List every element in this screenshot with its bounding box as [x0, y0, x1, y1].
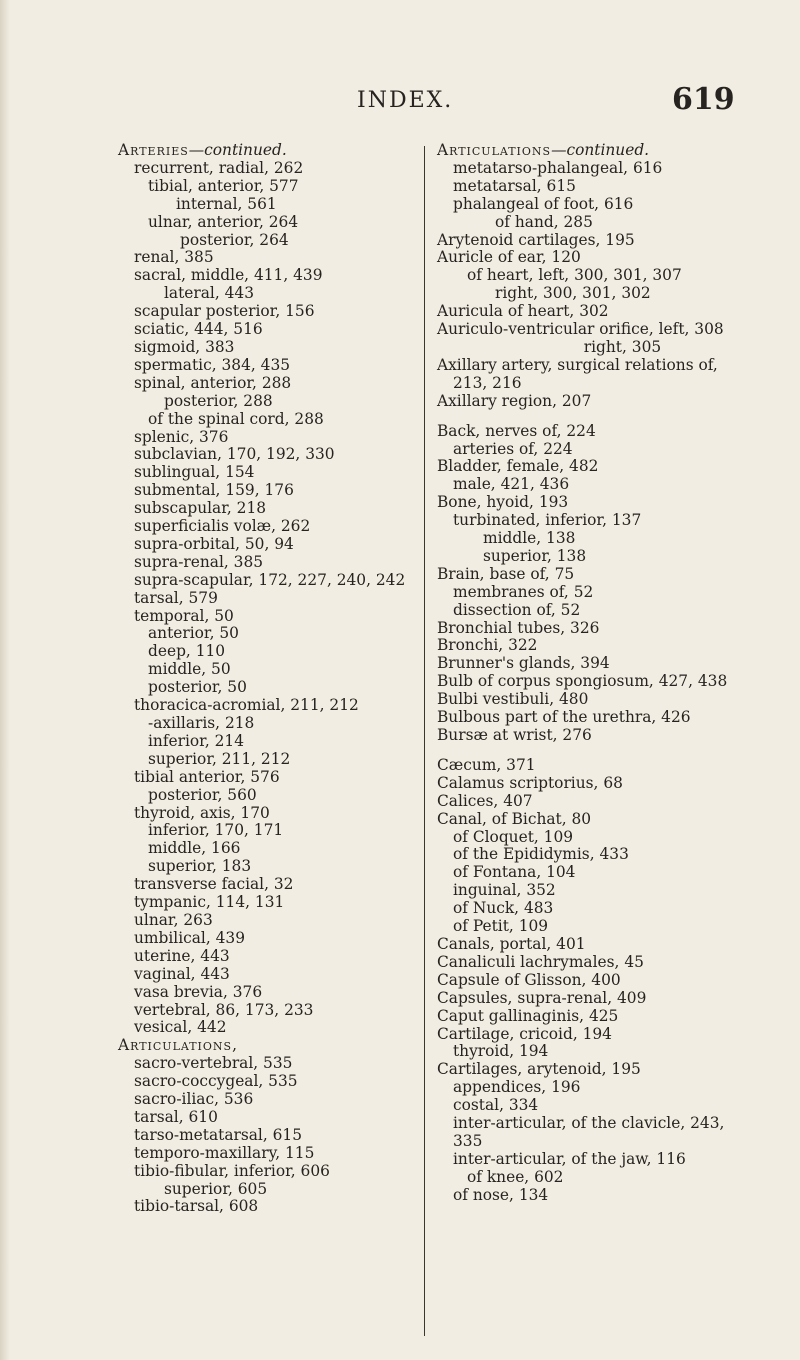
- index-entry: [118, 446, 405, 464]
- index-entry-text: 335: [453, 1131, 483, 1150]
- index-entry-text: phalangeal of foot, 616: [453, 194, 634, 213]
- index-entry-text: tibio-tarsal, 608: [134, 1197, 259, 1216]
- index-entry: [437, 793, 727, 811]
- index-entry: [118, 1002, 405, 1020]
- index-entry: [437, 232, 727, 250]
- index-entry: [437, 990, 727, 1008]
- index-entry-text: vertebral, 86, 173, 233: [134, 1000, 314, 1019]
- index-entry: [437, 900, 727, 918]
- index-entry-text: of knee, 602: [467, 1167, 564, 1186]
- index-entry: [118, 429, 405, 447]
- index-entry: [437, 303, 727, 321]
- index-entry-text: tarsal, 579: [134, 588, 218, 607]
- index-entry: [118, 375, 405, 393]
- index-entry-text: Capsule of Glisson, 400: [437, 970, 621, 989]
- index-entry-text: of hand, 285: [495, 212, 593, 231]
- index-entry: [118, 876, 405, 894]
- index-entry: [118, 232, 405, 250]
- index-entry-text: posterior, 288: [164, 391, 273, 410]
- index-entry: [437, 339, 727, 357]
- index-entry: [118, 751, 405, 769]
- index-entry-text: -axillaris, 218: [148, 714, 255, 732]
- index-entry: [437, 829, 727, 847]
- index-entry-text: ulnar, anterior, 264: [148, 212, 299, 231]
- index-entry-text: Bulbi vestibuli, 480: [437, 690, 589, 709]
- index-continued-label: —continued.: [188, 141, 287, 159]
- index-entry: [118, 1145, 405, 1163]
- index-entry: [437, 393, 727, 411]
- index-entry: [437, 1187, 727, 1205]
- index-entry-text: Auricle of ear, 120: [437, 248, 581, 267]
- index-entry-text: tibial, anterior, 577: [148, 176, 299, 195]
- index-entry-text: superior, 211, 212: [148, 749, 291, 768]
- index-entry-text: arteries of, 224: [453, 439, 573, 458]
- index-entry: [437, 530, 727, 548]
- index-entry-text: of Nuck, 483: [453, 899, 554, 918]
- index-entry-text: appendices, 196: [453, 1078, 581, 1097]
- index-entry: [118, 787, 405, 805]
- index-entry-text: tympanic, 114, 131: [134, 893, 285, 912]
- index-entry: [437, 811, 727, 829]
- index-entry-text: thyroid, 194: [453, 1042, 549, 1061]
- index-entry: [118, 500, 405, 518]
- index-entry: [118, 572, 405, 590]
- index-entry: [118, 357, 405, 375]
- index-entry: [437, 1061, 727, 1079]
- index-entry: [437, 458, 727, 476]
- index-entry: [437, 1043, 727, 1061]
- index-entry: [437, 972, 727, 990]
- index-entry-text: Articulations,: [118, 1036, 238, 1055]
- index-entry: [118, 590, 405, 608]
- index-entry: [437, 196, 727, 214]
- index-entry-text: transverse facial, 32: [134, 875, 294, 894]
- index-entry: [118, 894, 405, 912]
- index-entry: [437, 1169, 727, 1187]
- index-entry-text: Bursæ at wrist, 276: [437, 726, 592, 744]
- index-entry: [118, 733, 405, 751]
- index-entry: [437, 441, 727, 459]
- index-entry-text: Axillary region, 207: [437, 391, 592, 410]
- index-heading: [118, 1037, 405, 1055]
- index-entry: [437, 267, 727, 285]
- index-entry: [437, 673, 727, 691]
- index-entry: [118, 858, 405, 876]
- index-entry: [118, 196, 405, 214]
- index-entry-text: deep, 110: [148, 642, 226, 661]
- index-entry-text: temporo-maxillary, 115: [134, 1143, 315, 1162]
- index-entry-text: temporal, 50: [134, 606, 234, 625]
- page-title: INDEX.: [357, 88, 454, 113]
- index-entry: [437, 655, 727, 673]
- index-entry-text: sacral, middle, 411, 439: [134, 266, 323, 285]
- index-entry-text: tibio-fibular, inferior, 606: [134, 1161, 330, 1180]
- index-entry: [118, 1127, 405, 1145]
- index-entry: [118, 285, 405, 303]
- index-entry: [437, 512, 727, 530]
- index-entry: [437, 423, 727, 441]
- index-entry-text: sigmoid, 383: [134, 337, 235, 356]
- index-entry: [437, 321, 727, 339]
- index-entry-text: sacro-coccygeal, 535: [134, 1072, 298, 1091]
- index-heading: [118, 142, 405, 160]
- index-entry-text: uterine, 443: [134, 946, 230, 965]
- index-entry-text: middle, 166: [148, 839, 241, 858]
- index-entry: [437, 757, 727, 775]
- index-entry: [437, 1133, 727, 1151]
- index-entry-text: Bladder, female, 482: [437, 457, 599, 476]
- index-entry: [118, 608, 405, 626]
- index-entry: [118, 643, 405, 661]
- index-entry: [437, 566, 727, 584]
- index-entry-text: Articulations: [437, 141, 552, 159]
- index-entry-text: Canals, portal, 401: [437, 934, 586, 953]
- index-entry: [118, 214, 405, 232]
- index-entry-text: Canaliculi lachrymales, 45: [437, 952, 644, 971]
- index-entry-text: of Petit, 109: [453, 917, 549, 936]
- index-entry-text: right, 300, 301, 302: [495, 284, 651, 303]
- index-entry: [118, 536, 405, 554]
- index-entry: [118, 966, 405, 984]
- index-entry: [118, 679, 405, 697]
- index-entry: [118, 160, 405, 178]
- index-entry: [118, 1073, 405, 1091]
- index-entry: [437, 476, 727, 494]
- index-entry-text: 213, 216: [453, 373, 522, 392]
- index-entry-text: subclavian, 170, 192, 330: [134, 445, 335, 464]
- index-entry-text: Arytenoid cartilages, 195: [437, 230, 635, 249]
- index-entry-text: posterior, 50: [148, 678, 247, 697]
- index-entry-text: inter-articular, of the jaw, 116: [453, 1149, 686, 1168]
- index-entry: [437, 1008, 727, 1026]
- index-entry-text: sublingual, 154: [134, 463, 255, 482]
- index-entry-text: supra-orbital, 50, 94: [134, 534, 294, 553]
- index-entry: [437, 1151, 727, 1169]
- page-number: 619: [672, 82, 735, 117]
- index-entry-text: Bronchial tubes, 326: [437, 618, 600, 637]
- index-entry: [437, 160, 727, 178]
- index-entry: [437, 864, 727, 882]
- index-entry-text: spermatic, 384, 435: [134, 355, 291, 374]
- index-column-left: [118, 142, 405, 1216]
- index-entry-text: anterior, 50: [148, 624, 239, 643]
- index-entry: [437, 285, 727, 303]
- index-entry-text: ulnar, 263: [134, 910, 213, 929]
- index-entry-text: superior, 138: [483, 546, 587, 565]
- index-entry-text: tarso-metatarsal, 615: [134, 1125, 303, 1144]
- index-entry: [118, 840, 405, 858]
- index-entry: [118, 1091, 405, 1109]
- index-entry-text: sacro-iliac, 536: [134, 1090, 254, 1109]
- index-entry-text: Calamus scriptorius, 68: [437, 773, 623, 792]
- index-entry-text: internal, 561: [176, 194, 277, 213]
- index-entry-text: umbilical, 439: [134, 928, 246, 947]
- index-entry: [118, 321, 405, 339]
- index-entry: [118, 697, 405, 715]
- index-entry-text: Capsules, supra-renal, 409: [437, 988, 647, 1007]
- index-entry: [437, 1026, 727, 1044]
- index-entry-text: superior, 183: [148, 857, 252, 876]
- index-entry: [118, 930, 405, 948]
- index-entry-text: thyroid, axis, 170: [134, 803, 270, 822]
- index-entry: [437, 775, 727, 793]
- page-edge-shadow: [0, 0, 10, 1360]
- index-entry: [118, 464, 405, 482]
- index-entry: [118, 822, 405, 840]
- index-entry-text: Auriculo-ventricular orifice, left, 308: [437, 320, 724, 339]
- index-entry-text: of the Epididymis, 433: [453, 845, 629, 864]
- index-entry: [118, 769, 405, 787]
- index-entry: [118, 482, 405, 500]
- index-entry: [118, 715, 405, 733]
- index-entry: [118, 1181, 405, 1199]
- index-entry: [437, 1097, 727, 1115]
- index-entry-text: inferior, 214: [148, 731, 245, 750]
- index-entry: [437, 620, 727, 638]
- index-entry: [118, 912, 405, 930]
- index-entry-text: recurrent, radial, 262: [134, 158, 304, 177]
- index-entry-text: lateral, 443: [164, 284, 255, 303]
- index-entry: [437, 846, 727, 864]
- index-entry: [118, 411, 405, 429]
- index-entry: [118, 1163, 405, 1181]
- index-column-right: [437, 142, 727, 1205]
- index-entry: [437, 918, 727, 936]
- index-entry: [118, 1019, 405, 1037]
- index-entry-text: inguinal, 352: [453, 881, 556, 900]
- index-entry-text: costal, 334: [453, 1096, 539, 1115]
- index-entry-text: middle, 50: [148, 660, 231, 679]
- index-entry-text: Cartilages, arytenoid, 195: [437, 1060, 641, 1079]
- index-entry-text: dissection of, 52: [453, 600, 581, 619]
- index-heading: [437, 142, 727, 160]
- index-entry-text: Calices, 407: [437, 791, 533, 810]
- index-entry: [118, 984, 405, 1002]
- index-entry: [118, 1109, 405, 1127]
- index-entry-text: Caput gallinaginis, 425: [437, 1006, 619, 1025]
- index-entry-text: Brain, base of, 75: [437, 564, 575, 583]
- index-entry: [437, 494, 727, 512]
- index-entry: [118, 554, 405, 572]
- index-entry: [437, 709, 727, 727]
- index-entry: [437, 882, 727, 900]
- index-continued-label: —continued.: [551, 141, 650, 159]
- index-entry-text: supra-renal, 385: [134, 552, 264, 571]
- index-entry-text: metatarsal, 615: [453, 176, 576, 195]
- index-entry-text: supra-scapular, 172, 227, 240, 242: [134, 570, 406, 589]
- index-entry-text: posterior, 560: [148, 785, 257, 804]
- index-entry-text: of heart, left, 300, 301, 307: [467, 266, 682, 285]
- index-entry-text: sacro-vertebral, 535: [134, 1054, 293, 1073]
- index-entry: [437, 691, 727, 709]
- index-entry: [437, 637, 727, 655]
- index-entry-text: Auricula of heart, 302: [437, 302, 609, 321]
- column-divider: [424, 146, 425, 1336]
- index-entry-text: male, 421, 436: [453, 475, 570, 494]
- index-entry: [437, 357, 727, 375]
- index-entry-text: Bulbous part of the urethra, 426: [437, 708, 691, 727]
- index-entry-text: Bone, hyoid, 193: [437, 493, 569, 512]
- index-entry-text: superficialis volæ, 262: [134, 517, 311, 536]
- index-entry: [118, 518, 405, 536]
- index-entry-text: of nose, 134: [453, 1185, 549, 1204]
- index-entry-text: Bronchi, 322: [437, 636, 538, 655]
- index-entry-text: Arteries: [118, 141, 189, 159]
- index-entry: [118, 625, 405, 643]
- index-entry-text: right, 305: [437, 337, 662, 356]
- index-entry-text: renal, 385: [134, 248, 214, 267]
- index-entry-text: subscapular, 218: [134, 499, 267, 518]
- index-entry-text: Axillary artery, surgical relations of,: [437, 355, 718, 374]
- index-entry: [118, 303, 405, 321]
- index-entry: [118, 178, 405, 196]
- index-entry: [437, 548, 727, 566]
- index-entry: [437, 1115, 727, 1133]
- index-entry-text: inter-articular, of the clavicle, 243,: [453, 1114, 725, 1133]
- index-entry: [118, 661, 405, 679]
- index-entry: [437, 375, 727, 393]
- index-entry: [118, 267, 405, 285]
- index-entry-text: spinal, anterior, 288: [134, 373, 292, 392]
- index-entry-text: of Cloquet, 109: [453, 827, 574, 846]
- index-entry-text: inferior, 170, 171: [148, 821, 284, 840]
- index-entry: [437, 249, 727, 267]
- index-entry-text: tarsal, 610: [134, 1107, 218, 1126]
- index-entry-text: Bulb of corpus spongiosum, 427, 438: [437, 672, 728, 691]
- index-entry-text: tibial anterior, 576: [134, 767, 280, 786]
- index-entry-text: vesical, 442: [134, 1018, 227, 1037]
- index-entry-text: posterior, 264: [180, 230, 289, 249]
- index-entry-text: Brunner's glands, 394: [437, 654, 610, 673]
- index-entry-text: membranes of, 52: [453, 582, 594, 601]
- index-entry: [437, 602, 727, 620]
- index-entry-text: vaginal, 443: [134, 964, 230, 983]
- index-entry: [437, 178, 727, 196]
- index-entry-text: vasa brevia, 376: [134, 982, 263, 1001]
- index-entry-text: Cartilage, cricoid, 194: [437, 1024, 612, 1043]
- index-entry: [437, 584, 727, 602]
- index-entry-text: of Fontana, 104: [453, 863, 576, 882]
- index-entry: [118, 249, 405, 267]
- index-entry-text: of the spinal cord, 288: [148, 409, 324, 428]
- index-entry-text: Back, nerves of, 224: [437, 421, 596, 440]
- index-entry-text: Cæcum, 371: [437, 755, 536, 774]
- index-entry-text: scapular posterior, 156: [134, 302, 315, 321]
- index-entry-text: sciatic, 444, 516: [134, 320, 263, 339]
- index-entry: [118, 1198, 405, 1216]
- index-entry-text: superior, 605: [164, 1179, 268, 1198]
- index-entry-text: splenic, 376: [134, 427, 229, 446]
- index-entry: [437, 1079, 727, 1097]
- index-entry-text: submental, 159, 176: [134, 481, 294, 500]
- index-entry: [118, 1055, 405, 1073]
- index-entry-text: turbinated, inferior, 137: [453, 511, 642, 530]
- index-entry: [437, 727, 727, 745]
- index-entry-text: thoracica-acromial, 211, 212: [134, 696, 359, 715]
- page-header: [0, 82, 800, 122]
- index-entry-text: middle, 138: [483, 529, 576, 548]
- index-entry: [437, 936, 727, 954]
- index-entry: [437, 214, 727, 232]
- index-entry: [118, 805, 405, 823]
- index-entry: [118, 393, 405, 411]
- index-entry-text: metatarso-phalangeal, 616: [453, 158, 663, 177]
- index-entry: [437, 954, 727, 972]
- index-entry: [118, 948, 405, 966]
- index-entry-text: Canal, of Bichat, 80: [437, 809, 592, 828]
- index-entry: [118, 339, 405, 357]
